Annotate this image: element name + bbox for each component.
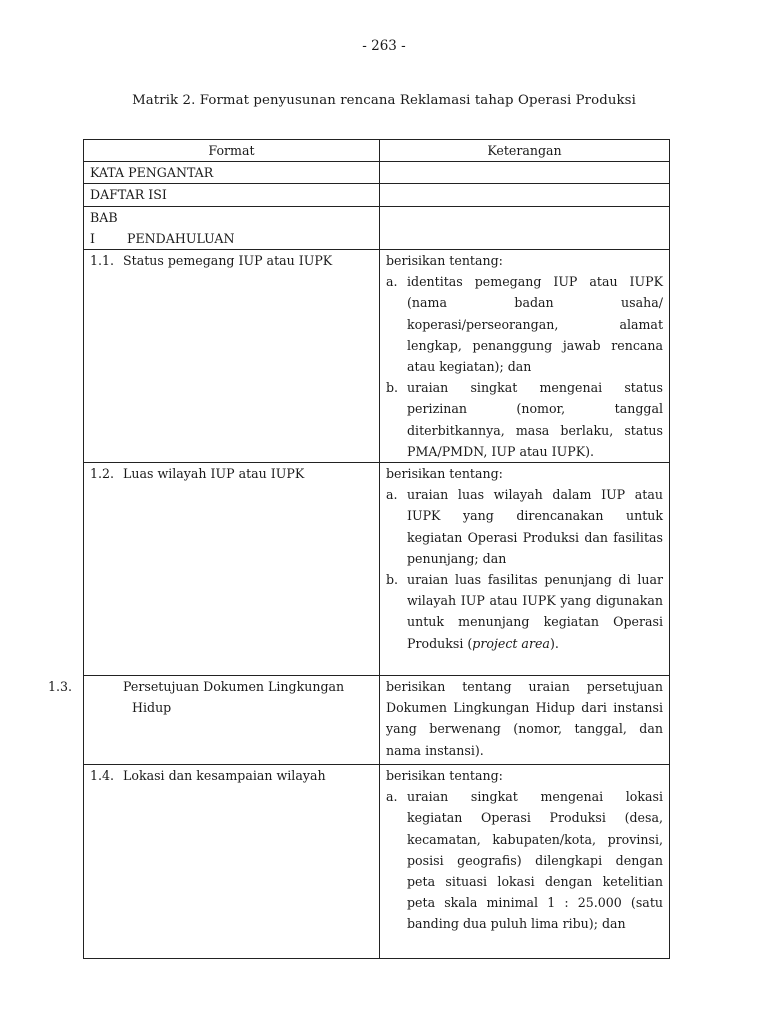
list-text: identitas pemegang IUP atau IUPK (nama badan usaha/ koperasi/perseorangan, alamat lengkap, penanggung jawab rencana atau kegiatan); dan bbox=[407, 274, 663, 375]
row-1-1-intro: berisikan tentang: bbox=[386, 253, 503, 269]
list-marker: b. bbox=[386, 380, 399, 396]
row-1-3-keterangan bbox=[380, 676, 670, 765]
row-1-3-format bbox=[48, 676, 380, 765]
list-item bbox=[386, 271, 663, 377]
row-1-2-keterangan bbox=[380, 463, 670, 676]
row-1-4-format bbox=[84, 765, 380, 959]
list-text: uraian luas wilayah dalam IUP atau IUPK yang direncanakan untuk kegiatan Operasi Produksi dan fasilitas penunjang; dan bbox=[407, 487, 663, 566]
row-1-2-title: Luas wilayah IUP atau IUPK bbox=[123, 466, 305, 482]
header-format: Format bbox=[84, 140, 380, 162]
table-row bbox=[84, 250, 670, 463]
row-1-1-keterangan bbox=[380, 250, 670, 463]
table-row bbox=[84, 765, 670, 959]
bab1-number: BAB I bbox=[90, 209, 118, 246]
list-text bbox=[407, 569, 663, 654]
header-keterangan: Keterangan bbox=[380, 140, 670, 162]
list-item bbox=[386, 377, 663, 462]
row-1-1-format bbox=[84, 250, 380, 463]
row-1-4-keterangan bbox=[380, 765, 670, 959]
row-1-4-number: 1.4. bbox=[90, 768, 115, 784]
row-1-3-title: Persetujuan Dokumen Lingkungan Hidup bbox=[123, 679, 345, 716]
row-bab1 bbox=[84, 206, 380, 249]
row-1-2-intro: berisikan tentang: bbox=[386, 466, 503, 482]
list-marker: a. bbox=[386, 789, 398, 805]
list-text-italic: project area bbox=[472, 635, 550, 651]
list-item bbox=[386, 786, 663, 934]
document-title: Matrik 2. Format penyusunan rencana Reklamasi tahap Operasi Produksi bbox=[132, 93, 636, 108]
list-marker: a. bbox=[386, 274, 398, 290]
table-row bbox=[84, 206, 670, 249]
page-number: - 263 - bbox=[362, 38, 406, 54]
row-1-4-title: Lokasi dan kesampaian wilayah bbox=[123, 768, 326, 784]
list-text: uraian singkat mengenai lokasi kegiatan Operasi Produksi (desa, kecamatan, kabupaten/kota, provinsi, posisi geografis) dilengkapi dengan peta situasi lokasi dengan ketelitian peta skala minimal 1 : 25.000 (satu banding dua puluh lima ribu); dan bbox=[407, 789, 663, 932]
row-daftar-isi-keterangan bbox=[380, 184, 670, 206]
row-1-2-format bbox=[84, 463, 380, 676]
row-1-3-text: berisikan tentang uraian persetujuan Dokumen Lingkungan Hidup dari instansi yang berwenang (nomor, tanggal, dan nama instansi). bbox=[386, 679, 663, 758]
list-marker: b. bbox=[386, 572, 399, 588]
row-bab1-keterangan bbox=[380, 206, 670, 249]
row-kata-pengantar-keterangan bbox=[380, 162, 670, 184]
list-item bbox=[386, 569, 663, 654]
table-row bbox=[84, 676, 670, 765]
row-1-1-number: 1.1. bbox=[90, 253, 115, 269]
row-1-4-intro: berisikan tentang: bbox=[386, 768, 503, 784]
row-1-2-number: 1.2. bbox=[90, 466, 115, 482]
row-1-1-title: Status pemegang IUP atau IUPK bbox=[123, 253, 333, 269]
list-item bbox=[386, 484, 663, 569]
list-text: uraian singkat mengenai status perizinan (nomor, tanggal diterbitkannya, masa berlaku, status PMA/PMDN, IUP atau IUPK). bbox=[407, 380, 663, 459]
table-header-row bbox=[84, 140, 670, 162]
row-daftar-isi: DAFTAR ISI bbox=[84, 184, 380, 206]
table-row bbox=[84, 463, 670, 676]
table-row bbox=[84, 184, 670, 206]
table-row bbox=[84, 162, 670, 184]
format-matrix-table bbox=[48, 139, 670, 959]
list-text-part: uraian luas fasilitas penunjang di luar wilayah IUP atau IUPK yang digunakan untuk menunjang kegiatan Operasi Produksi ( bbox=[407, 572, 663, 651]
row-1-3-number: 1.3. bbox=[48, 679, 73, 695]
row-kata-pengantar: KATA PENGANTAR bbox=[84, 162, 380, 184]
list-text-end: ). bbox=[549, 635, 559, 651]
bab1-title: PENDAHULUAN bbox=[127, 230, 235, 246]
list-marker: a. bbox=[386, 487, 398, 503]
